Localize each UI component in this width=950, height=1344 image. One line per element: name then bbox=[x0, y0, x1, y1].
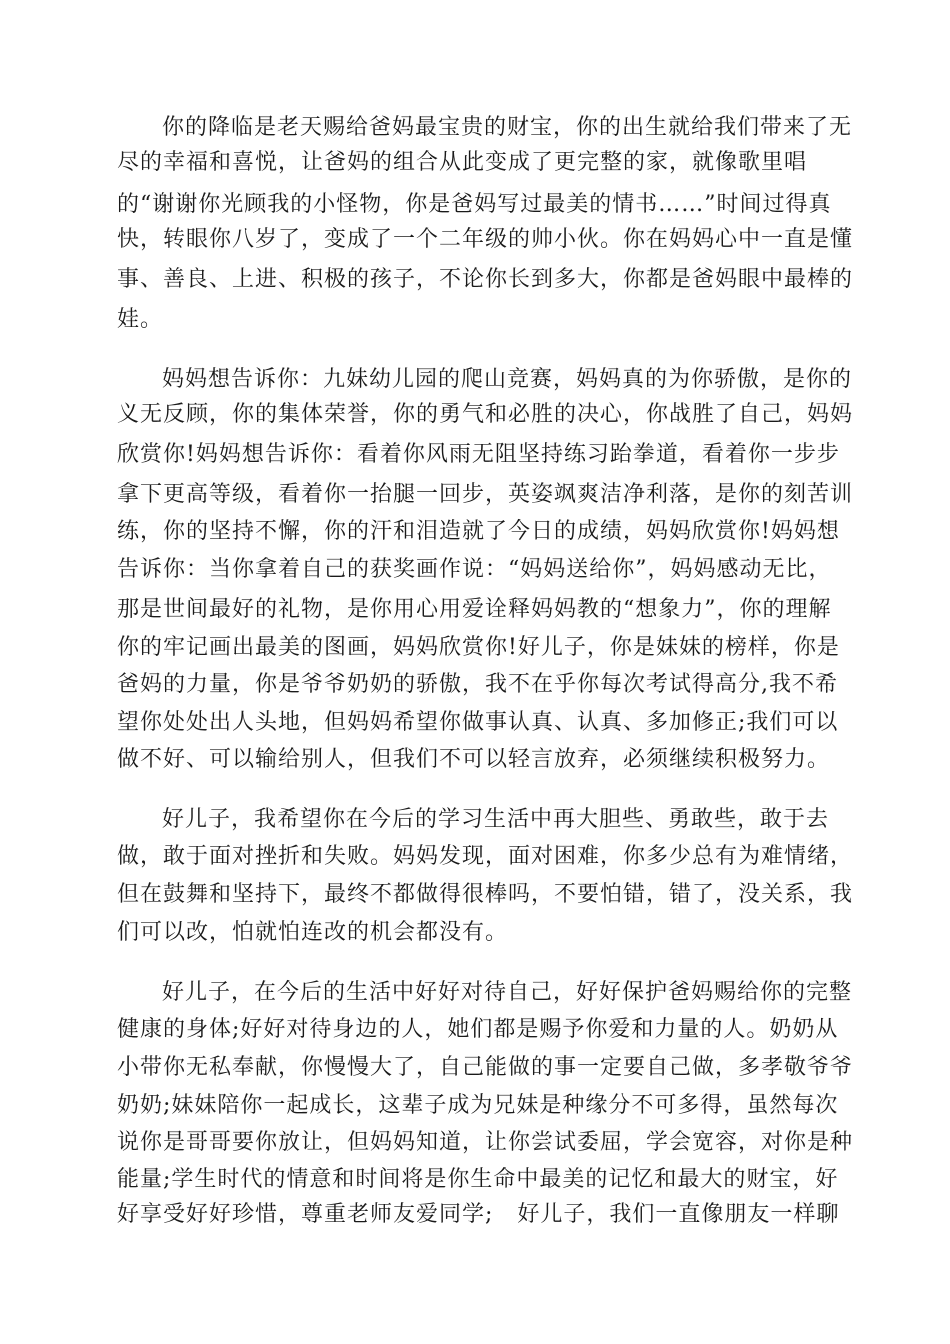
text-line: 能量;学生时代的情意和时间将是你生命中最美的记忆和最大的财宝，好 bbox=[117, 1167, 839, 1192]
text-line: 义无反顾，你的集体荣誉，你的勇气和必胜的决心，你战胜了自己，妈妈 bbox=[117, 402, 854, 427]
text-line: 你的牢记画出最美的图画，妈妈欣赏你!好儿子，你是妹妹的榜样，你是 bbox=[117, 635, 840, 660]
text-line: 娃。 bbox=[117, 307, 164, 332]
text-line: 们可以改，怕就怕连改的机会都没有。 bbox=[117, 920, 509, 945]
text-line: 好儿子，在今后的生活中好好对待自己，好好保护爸妈赐给你的完整 bbox=[162, 980, 853, 1005]
text-line: 但在鼓舞和坚持下，最终不都做得很棒吗，不要怕错，错了，没关系，我 bbox=[117, 882, 854, 907]
text-line: 好享受好好珍惜，尊重老师友爱同学; 好儿子，我们一直像朋友一样聊 bbox=[117, 1202, 840, 1227]
text-line: 妈妈想告诉你：九妹幼儿园的爬山竞赛，妈妈真的为你骄傲，是你的 bbox=[162, 367, 853, 392]
text-line: 那是世间最好的礼物，是你用心用爱诠释妈妈教的“想象力”，你的理解 bbox=[117, 597, 832, 622]
text-line: 说你是哥哥要你放让，但妈妈知道，让你尝试委屈，学会宽容，对你是种 bbox=[117, 1130, 854, 1155]
text-line: 拿下更高等级，看着你一抬腿一回步，英姿飒爽洁净利落，是你的刻苦训 bbox=[117, 482, 854, 507]
text-line: 望你处处出人头地，但妈妈希望你做事认真、认真、多加修正;我们可以 bbox=[117, 710, 839, 735]
text-line: 健康的身体;好好对待身边的人，她们都是赐予你爱和力量的人。奶奶从 bbox=[117, 1017, 839, 1042]
text-line: 练，你的坚持不懈，你的汗和泪造就了今日的成绩，妈妈欣赏你!妈妈想 bbox=[117, 519, 840, 544]
text-line: 快，转眼你八岁了，变成了一个二年级的帅小伙。你在妈妈心中一直是懂 bbox=[117, 227, 854, 252]
text-line: 做，敢于面对挫折和失败。妈妈发现，面对困难，你多少总有为难情绪， bbox=[117, 844, 854, 869]
text-line: 告诉你：当你拿着自己的获奖画作说：“妈妈送给你”，妈妈感动无比， bbox=[117, 557, 832, 582]
text-line: 尽的幸福和喜悦，让爸妈的组合从此变成了更完整的家，就像歌里唱 bbox=[117, 150, 808, 175]
text-line: 事、善良、上进、积极的孩子，不论你长到多大，你都是爸妈眼中最棒的 bbox=[117, 267, 854, 292]
text-line: 欣赏你!妈妈想告诉你：看着你风雨无阻坚持练习跆拳道，看着你一步步 bbox=[117, 442, 840, 467]
text-line: 你的降临是老天赐给爸妈最宝贵的财宝，你的出生就给我们带来了无 bbox=[162, 115, 853, 140]
text-line: 小带你无私奉献，你慢慢大了，自己能做的事一定要自己做，多孝敬爷爷 bbox=[117, 1055, 854, 1080]
text-line: 好儿子，我希望你在今后的学习生活中再大胆些、勇敢些，敢于去 bbox=[162, 807, 830, 832]
text-line: 做不好、可以输给别人，但我们不可以轻言放弃，必须继续积极努力。 bbox=[117, 747, 831, 772]
text-line: 爸妈的力量，你是爷爷奶奶的骄傲，我不在乎你每次考试得高分,我不希 bbox=[117, 672, 838, 697]
text-line: 奶奶;妹妹陪你一起成长，这辈子成为兄妹是种缘分不可多得，虽然每次 bbox=[117, 1093, 839, 1118]
text-line: 的“谢谢你光顾我的小怪物，你是爸妈写过最美的情书……”时间过得真 bbox=[117, 192, 832, 217]
